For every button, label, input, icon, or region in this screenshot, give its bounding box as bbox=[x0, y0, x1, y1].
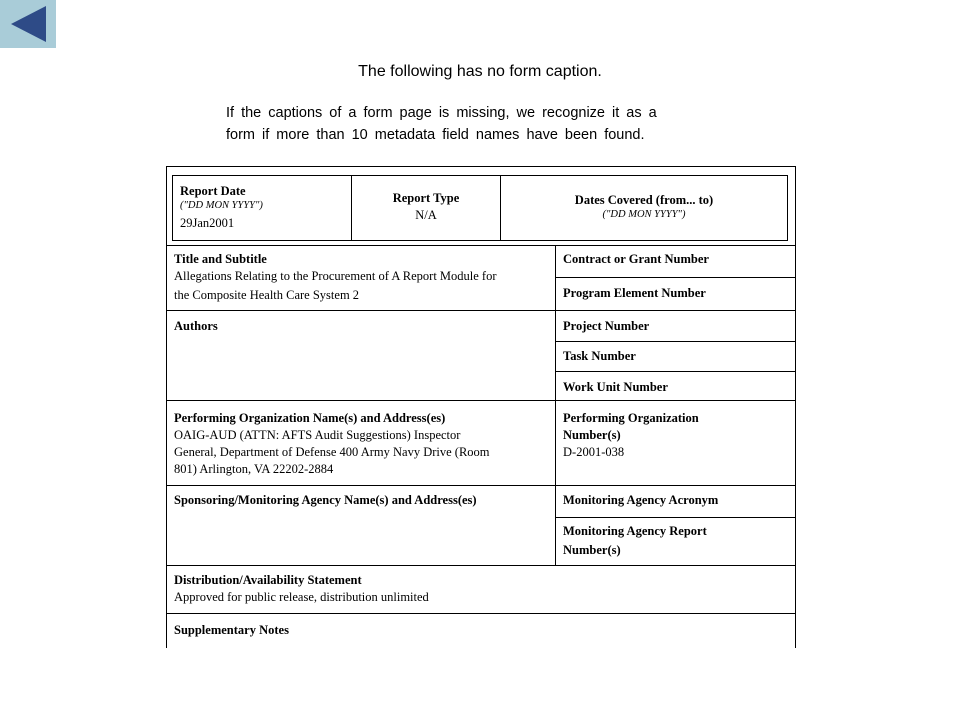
rule bbox=[555, 277, 795, 278]
rule bbox=[167, 565, 795, 566]
dates-covered-label: Dates Covered (from... to) bbox=[574, 193, 714, 207]
monitoring-acronym-label: Monitoring Agency Acronym bbox=[563, 493, 719, 507]
rule bbox=[555, 371, 795, 372]
rule bbox=[167, 485, 795, 486]
contract-number-cell bbox=[563, 251, 709, 268]
supplementary-label: Supplementary Notes bbox=[174, 623, 289, 637]
dates-covered-hint: ("DD MON YYYY") bbox=[602, 209, 686, 220]
work-unit-cell bbox=[563, 379, 668, 396]
authors-label: Authors bbox=[174, 319, 218, 333]
back-button[interactable] bbox=[0, 0, 56, 48]
form-header-box bbox=[172, 175, 788, 241]
title-line-2: the Composite Health Care System 2 bbox=[174, 288, 360, 302]
monitoring-report-cell bbox=[563, 523, 707, 559]
distribution-cell bbox=[174, 572, 429, 606]
performing-org-label: Performing Organization Name(s) and Address(es) bbox=[174, 411, 446, 425]
monitoring-report-label-1: Monitoring Agency Report bbox=[563, 524, 707, 538]
program-element-cell bbox=[563, 285, 706, 302]
task-number-label: Task Number bbox=[563, 349, 636, 363]
report-type-cell bbox=[352, 176, 501, 240]
work-unit-label: Work Unit Number bbox=[563, 380, 668, 394]
page-heading: The following has no form caption. bbox=[358, 63, 602, 80]
intro-line-2: form if more than 10 metadata field names have been found. bbox=[226, 127, 645, 143]
report-date-label: Report Date bbox=[180, 184, 246, 198]
project-number-cell bbox=[563, 318, 649, 335]
performing-number-label-1: Performing Organization bbox=[563, 411, 699, 425]
sponsoring-label: Sponsoring/Monitoring Agency Name(s) and Address(es) bbox=[174, 493, 477, 507]
report-type-value: N/A bbox=[415, 208, 437, 222]
intro-line-1: If the captions of a form page is missing, we recognize it as a bbox=[226, 105, 657, 121]
rule bbox=[167, 613, 795, 614]
contract-number-label: Contract or Grant Number bbox=[563, 252, 709, 266]
title-cell bbox=[174, 251, 552, 304]
sponsoring-cell bbox=[174, 492, 477, 509]
performing-org-line-3: 801) Arlington, VA 22202-2884 bbox=[174, 462, 334, 476]
performing-org-line-2: General, Department of Defense 400 Army Navy Drive (Room bbox=[174, 445, 490, 459]
project-number-label: Project Number bbox=[563, 319, 650, 333]
task-number-cell bbox=[563, 348, 636, 365]
rule bbox=[167, 310, 795, 311]
column-divider bbox=[555, 245, 556, 565]
back-arrow-icon bbox=[0, 0, 56, 48]
performing-org-line-1: OAIG-AUD (ATTN: AFTS Audit Suggestions) Inspector bbox=[174, 428, 461, 442]
supplementary-cell bbox=[174, 622, 289, 639]
distribution-label: Distribution/Availability Statement bbox=[174, 573, 362, 587]
distribution-value: Approved for public release, distribution unlimited bbox=[174, 590, 429, 604]
rule bbox=[167, 245, 795, 246]
report-date-cell bbox=[173, 176, 352, 240]
performing-number-label-2: Number(s) bbox=[563, 428, 621, 442]
title-line-1: Allegations Relating to the Procurement of A Report Module for bbox=[174, 269, 497, 283]
report-type-label: Report Type bbox=[392, 191, 460, 205]
performing-number-cell bbox=[563, 410, 699, 461]
authors-cell bbox=[174, 318, 218, 335]
title-label: Title and Subtitle bbox=[174, 252, 267, 266]
intro-text bbox=[226, 102, 726, 146]
monitoring-report-label-2: Number(s) bbox=[563, 543, 621, 557]
report-date-value: 29Jan2001 bbox=[180, 216, 235, 230]
rule bbox=[555, 341, 795, 342]
rule bbox=[167, 400, 795, 401]
performing-org-cell bbox=[174, 410, 552, 478]
rule bbox=[555, 517, 795, 518]
report-date-hint: ("DD MON YYYY") bbox=[180, 200, 263, 211]
monitoring-acronym-cell bbox=[563, 492, 718, 509]
performing-number-value: D-2001-038 bbox=[563, 445, 625, 459]
report-documentation-form bbox=[166, 166, 796, 648]
dates-covered-cell bbox=[501, 176, 787, 240]
program-element-label: Program Element Number bbox=[563, 286, 706, 300]
